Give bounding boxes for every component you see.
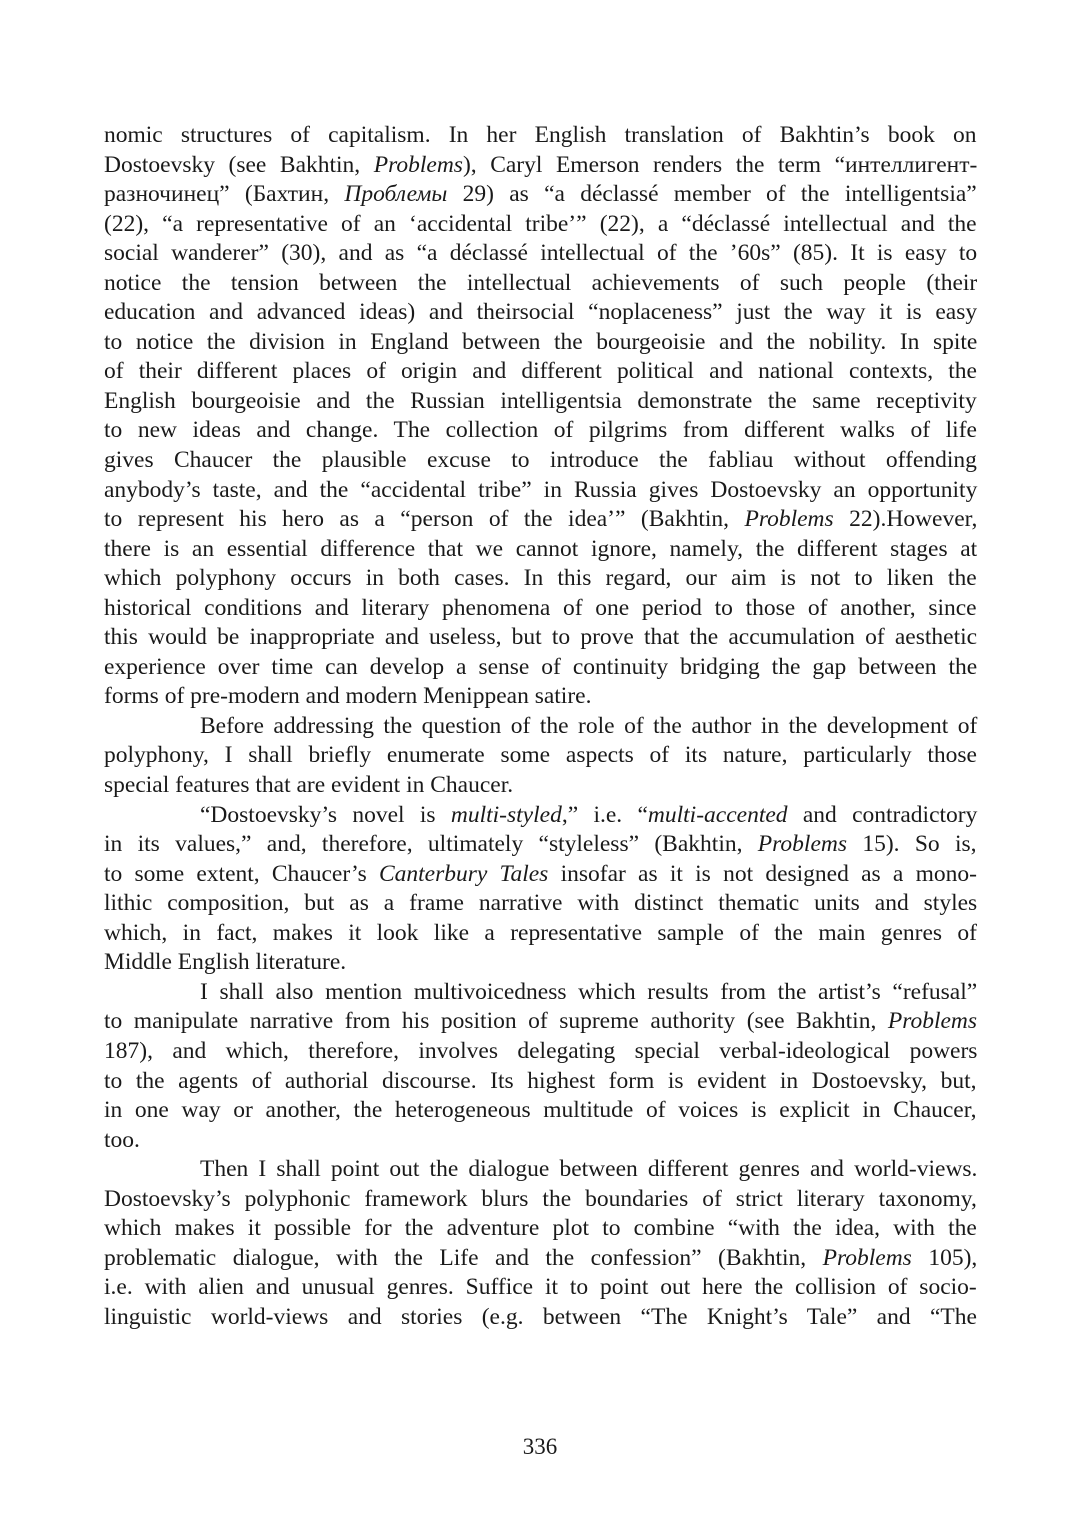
text-line [104, 653, 977, 683]
text-line [104, 801, 977, 831]
text-line-content [104, 121, 976, 151]
text-line-content [104, 1273, 977, 1303]
text-line-content [104, 151, 977, 181]
text-segment: to the agents of authorial discourse. Its highest form is evident in Dostoevsky, but, [104, 1067, 977, 1094]
text-line [104, 357, 977, 387]
text-line-content [104, 1303, 977, 1333]
text-segment: Dostoevsky (see Bakhtin, [104, 151, 374, 178]
text-line [104, 121, 977, 151]
text-segment: problematic dialogue, with the Life and the confession” (Bakhtin, [104, 1244, 823, 1271]
text-segment: to manipulate narrative from his position of supreme authority (see Bakhtin, [104, 1008, 888, 1035]
text-segment: Then I shall point out the dialogue between different genres and world-views. [200, 1156, 978, 1183]
text-line [104, 328, 977, 358]
text-line-content [104, 623, 977, 653]
text-line [104, 1126, 977, 1156]
text-line [104, 919, 977, 949]
body-text [104, 121, 977, 1332]
text-segment: (22), “a representative of an ‘accidental tribe’” (22), a “déclassé intellectual and the [104, 210, 977, 237]
text-segment: historical conditions and literary phenomena of one period to those of another, since [104, 594, 977, 621]
text-line-content [200, 801, 977, 831]
text-segment: 187), and which, therefore, involves delegating special verbal-ideological powers [104, 1037, 978, 1064]
text-segment: in its values,” and, therefore, ultimately “styleless” (Bakhtin, [104, 831, 758, 858]
text-segment: 15). So is, [847, 831, 977, 858]
text-line-content [104, 1126, 140, 1156]
text-line [104, 1303, 977, 1333]
text-line [104, 210, 977, 240]
text-segment: “Dostoevsky’s novel is [200, 801, 451, 828]
text-segment: English bourgeoisie and the Russian intelligentsia demonstrate the same receptivity [104, 387, 977, 414]
text-line [104, 682, 977, 712]
text-segment: разночинец” (Бахтин, [104, 181, 345, 208]
text-line-content [104, 948, 346, 978]
text-segment: anybody’s taste, and the “accidental tribe” in Russia gives Dostoevsky an opportunity [104, 476, 978, 503]
text-line-content [104, 328, 977, 358]
text-line-content [104, 387, 977, 417]
text-segment: experience over time can develop a sense of continuity bridging the gap between the [104, 653, 978, 680]
text-line-content [104, 416, 977, 446]
text-line-content [104, 1244, 977, 1274]
text-segment: in one way or another, the heterogeneous multitude of voices is explicit in Chaucer, [104, 1097, 977, 1124]
text-line [104, 712, 977, 742]
text-line [104, 948, 977, 978]
text-segment: ,” i.e. “ [561, 801, 648, 828]
italic-text: Problems [887, 1008, 978, 1035]
text-segment: too. [104, 1126, 140, 1153]
text-segment: polyphony, I shall briefly enumerate some aspects of its nature, particularly those [104, 742, 977, 769]
text-line [104, 416, 977, 446]
text-line [104, 564, 977, 594]
text-line-content [104, 476, 977, 506]
text-line [104, 239, 977, 269]
text-line [104, 535, 977, 565]
text-line [104, 269, 977, 299]
text-line [104, 1007, 977, 1037]
text-line [104, 1273, 977, 1303]
text-segment: linguistic world-views and stories (e.g. between “The Knight’s Tale” and “The [104, 1303, 977, 1330]
text-line [104, 1214, 977, 1244]
text-line-content [104, 1096, 977, 1126]
text-line [104, 1096, 977, 1126]
text-line-content [104, 1037, 977, 1067]
text-segment: education and advanced ideas) and theirsocial “noplaceness” just the way it is easy [104, 299, 978, 326]
text-segment: Before addressing the question of the role of the author in the development of [200, 712, 978, 739]
text-segment: of their different places of origin and different political and national contexts, the [104, 358, 977, 385]
italic-text: Canterbury Tales [378, 860, 549, 887]
text-line-content [104, 298, 977, 328]
text-line-content [104, 682, 591, 712]
text-line [104, 978, 977, 1008]
text-segment: and contradictory [787, 801, 978, 828]
italic-text: Problems [822, 1244, 912, 1271]
text-line [104, 446, 977, 476]
text-segment: nomic structures of capitalism. In her English translation of Bakhtin’s book on [104, 122, 977, 148]
text-line [104, 771, 977, 801]
text-line [104, 889, 977, 919]
text-line-content [104, 1007, 977, 1037]
text-line [104, 623, 977, 653]
text-segment: Middle English literature. [104, 949, 347, 976]
text-line-content [104, 830, 977, 860]
text-line-content [104, 239, 977, 269]
italic-text: Problems [744, 506, 834, 533]
text-line-content [104, 1185, 977, 1215]
text-segment: 22).However, [833, 506, 978, 533]
text-line-content [104, 889, 977, 919]
text-segment: I shall also mention multivoicedness which results from the artist’s “refusal” [200, 978, 978, 1005]
text-line-content [104, 564, 977, 594]
text-line [104, 1037, 977, 1067]
text-line-content [104, 535, 977, 565]
italic-text: Problems [757, 831, 848, 858]
text-segment: which makes it possible for the adventure plot to combine “with the idea, with the [104, 1215, 977, 1242]
text-segment: 29) as “a déclassé member of the intelligentsia” [447, 181, 977, 208]
text-line [104, 387, 977, 417]
text-segment: which, in fact, makes it look like a representative sample of the main genres of [104, 919, 977, 946]
italic-text: Проблемы [344, 181, 448, 208]
text-line-content [104, 741, 977, 771]
text-segment: special features that are evident in Chaucer. [104, 772, 514, 799]
text-segment: notice the tension between the intellectual achievements of such people (their [104, 269, 978, 296]
text-line [104, 151, 977, 181]
text-line-content [104, 919, 977, 949]
text-line-content [104, 357, 977, 387]
text-line-content [104, 594, 977, 624]
text-line [104, 860, 977, 890]
text-line-content [104, 180, 977, 210]
text-segment: there is an essential difference that we cannot ignore, namely, the different stages at [104, 535, 978, 562]
text-line-content [104, 210, 977, 240]
text-segment: i.e. with alien and unusual genres. Suffice it to point out here the collision of socio- [104, 1274, 977, 1301]
text-line-content [104, 505, 977, 535]
text-line-content [200, 712, 977, 742]
text-line [104, 505, 977, 535]
italic-text: Problems [373, 151, 463, 178]
text-line-content [200, 1155, 977, 1185]
text-segment: social wanderer” (30), and as “a déclassé intellectual of the ’60s” (85). It is easy to [104, 240, 978, 267]
text-segment: gives Chaucer the plausible excuse to introduce the fabliau without offending [104, 447, 977, 474]
text-segment: which polyphony occurs in both cases. In this regard, our aim is not to liken the [104, 565, 977, 592]
text-line-content [200, 978, 977, 1008]
text-segment: ), Caryl Emerson renders the term “интеллигент- [462, 151, 978, 178]
text-line [104, 1185, 977, 1215]
text-line-content [104, 269, 977, 299]
text-segment: to notice the division in England between the bourgeoisie and the nobility. In spite [104, 328, 978, 355]
text-line-content [104, 860, 977, 890]
text-segment: insofar as it is not designed as a mono- [548, 860, 977, 887]
text-line-content [104, 1214, 977, 1244]
text-line [104, 1155, 977, 1185]
italic-text: multi-styled [450, 801, 562, 828]
text-segment: lithic composition, but as a frame narrative with distinct thematic units and styles [104, 890, 978, 917]
text-line [104, 298, 977, 328]
italic-text: multi-accented [647, 801, 788, 828]
text-line [104, 741, 977, 771]
text-segment: to some extent, Chaucer’s [104, 860, 379, 887]
text-line [104, 476, 977, 506]
text-line-content [104, 653, 977, 683]
text-segment: to represent his hero as a “person of the idea’” (Bakhtin, [104, 506, 745, 533]
text-segment: Dostoevsky’s polyphonic framework blurs the boundaries of strict literary taxonomy, [104, 1185, 977, 1212]
text-segment: forms of pre-modern and modern Menippean satire. [104, 683, 592, 710]
text-line-content [104, 446, 977, 476]
text-line [104, 1244, 977, 1274]
text-line [104, 180, 977, 210]
text-line [104, 1067, 977, 1097]
text-segment: this would be inappropriate and useless, but to prove that the accumulation of aesthetic [104, 624, 978, 651]
text-line [104, 594, 977, 624]
text-line-content [104, 1067, 977, 1097]
page-number: 336 [522, 1434, 558, 1459]
text-line [104, 830, 977, 860]
text-segment: to new ideas and change. The collection of pilgrims from different walks of life [104, 417, 977, 444]
text-line-content [104, 771, 513, 801]
text-segment: 105), [911, 1244, 978, 1271]
